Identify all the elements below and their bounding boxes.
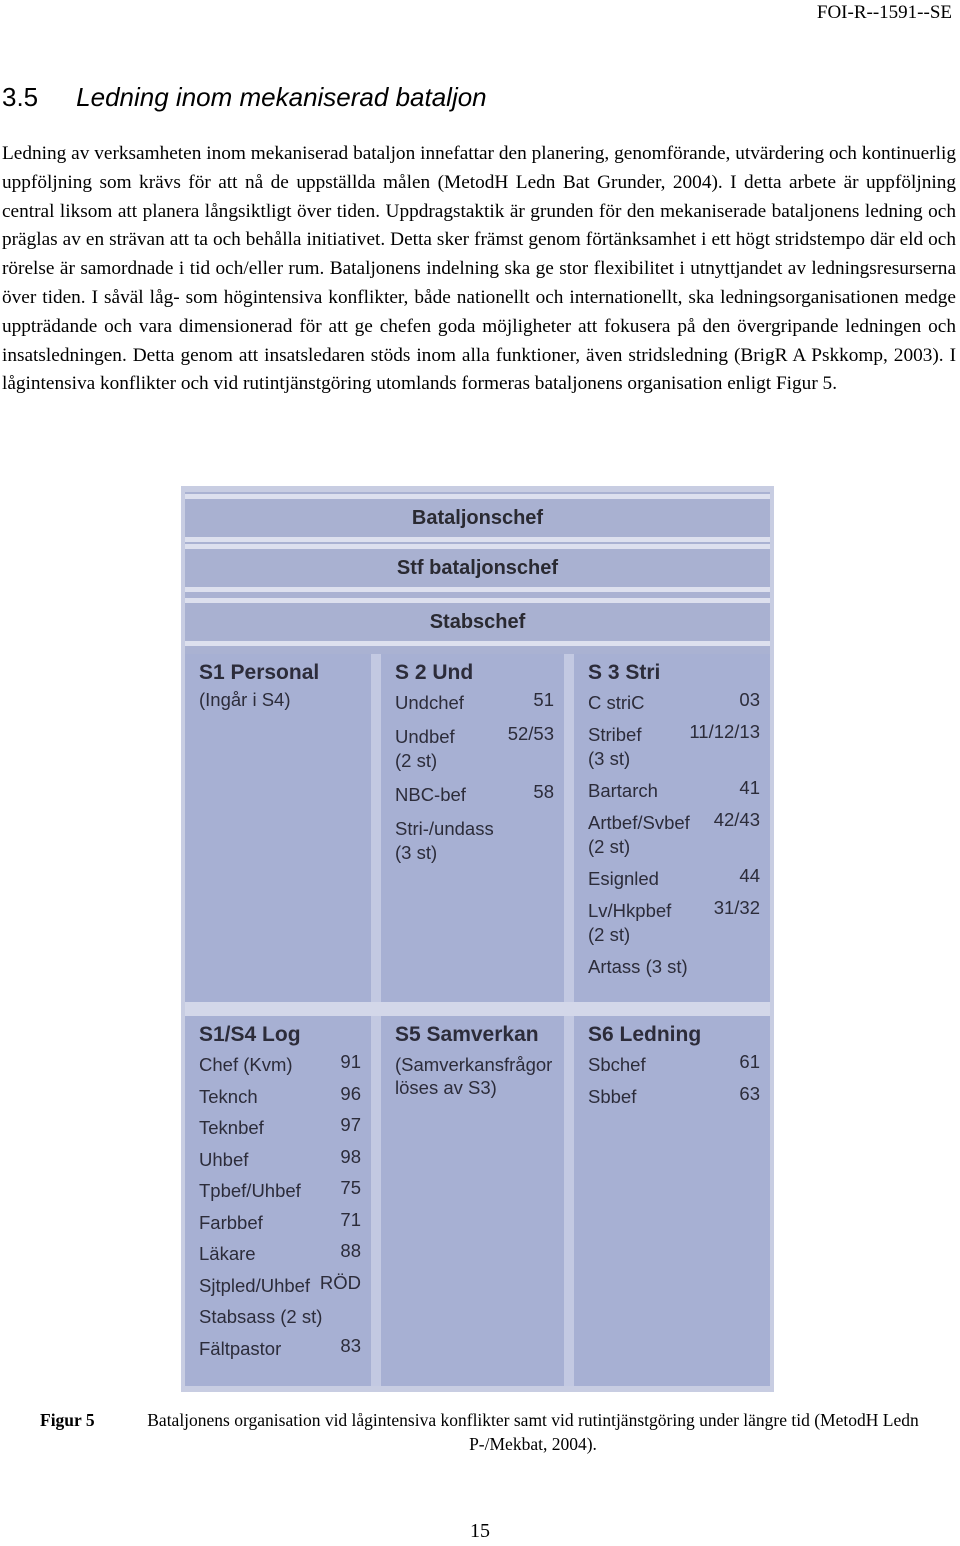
column-title: S1/S4 Log bbox=[199, 1023, 301, 1046]
column-title: S5 Samverkan bbox=[395, 1023, 539, 1046]
role-row bbox=[395, 725, 554, 773]
role-number: 52/53 bbox=[507, 723, 554, 745]
section-number: 3.5 bbox=[2, 82, 39, 112]
role-number: RÖD bbox=[319, 1271, 361, 1293]
role-number: 42/43 bbox=[713, 809, 760, 831]
caption-text: Bataljonens organisation vid lågintensiva konflikter samt vid rutintjänstgöring under längre tid (MetodH Ledn P-/Mekbat, 2004). bbox=[147, 1410, 919, 1454]
role-label: Undchef bbox=[395, 692, 464, 713]
column-s1-personal bbox=[185, 654, 371, 1002]
role-number: 75 bbox=[340, 1177, 361, 1199]
role-label: Chef (Kvm) bbox=[199, 1054, 293, 1075]
role-row bbox=[588, 1053, 760, 1077]
role-number: 96 bbox=[340, 1082, 361, 1104]
role-label: Lv/Hkpbef (2 st) bbox=[588, 900, 672, 946]
band-stf-bataljonschef: Stf bataljonschef bbox=[185, 544, 770, 592]
role-number: 11/12/13 bbox=[689, 721, 760, 743]
role-number: 88 bbox=[340, 1240, 361, 1262]
role-row bbox=[588, 723, 760, 771]
role-row bbox=[588, 779, 760, 803]
column-rows bbox=[199, 1053, 361, 1361]
column-note: (Samverkansfrågor löses av S3) bbox=[395, 1054, 553, 1099]
role-number: 63 bbox=[739, 1082, 760, 1104]
column-s6-ledning bbox=[574, 1016, 770, 1386]
role-row bbox=[395, 691, 554, 715]
role-label: Sbbef bbox=[588, 1085, 637, 1107]
role-number: 91 bbox=[340, 1051, 361, 1072]
role-label: Bartarch bbox=[588, 780, 658, 802]
role-number: 03 bbox=[739, 689, 760, 710]
column-title: S1 Personal bbox=[199, 661, 320, 684]
org-chart-figure bbox=[181, 486, 774, 1392]
role-label: Artass (3 st) bbox=[588, 956, 688, 978]
role-number: 44 bbox=[739, 865, 760, 887]
role-row bbox=[199, 1145, 361, 1172]
column-title: S6 Ledning bbox=[588, 1023, 702, 1046]
role-row bbox=[395, 817, 554, 865]
column-note: (Ingår i S4) bbox=[199, 689, 291, 710]
role-label: Undbef (2 st) bbox=[395, 726, 455, 772]
column-divider bbox=[371, 654, 381, 1002]
role-label: Esignled bbox=[588, 868, 659, 890]
role-row bbox=[199, 1053, 361, 1077]
role-number: 97 bbox=[340, 1114, 361, 1136]
role-label: Sjtpled/Uhbef bbox=[199, 1274, 311, 1296]
role-row bbox=[395, 783, 554, 807]
role-row bbox=[588, 899, 760, 947]
role-label: Stribef (3 st) bbox=[588, 724, 642, 770]
role-label: Stri-/undass (3 st) bbox=[395, 818, 494, 864]
role-label: Läkare bbox=[199, 1243, 256, 1265]
role-row bbox=[588, 955, 760, 979]
role-row bbox=[199, 1116, 361, 1140]
role-row bbox=[199, 1208, 361, 1235]
role-row bbox=[588, 691, 760, 715]
role-label: Sbchef bbox=[588, 1054, 646, 1075]
role-number: 58 bbox=[533, 781, 554, 803]
column-rows bbox=[395, 691, 554, 865]
role-label: Farbbef bbox=[199, 1211, 263, 1233]
column-s3-stri bbox=[574, 654, 770, 1002]
column-title: S 3 Stri bbox=[588, 661, 661, 684]
role-row bbox=[199, 1334, 361, 1361]
role-label: NBC-bef bbox=[395, 784, 466, 806]
page-number: 15 bbox=[470, 1520, 490, 1542]
caption-label: Figur 5 bbox=[40, 1410, 95, 1430]
role-row bbox=[199, 1242, 361, 1266]
column-rows bbox=[588, 691, 760, 979]
column-s5-samverkan bbox=[381, 1016, 564, 1386]
role-row bbox=[199, 1271, 361, 1298]
role-row bbox=[199, 1082, 361, 1109]
body-paragraph: Ledning av verksamheten inom mekaniserad bataljon innefattar den planering, genomförande, utvärdering och kontinuerlig uppföljning som krävs för att nå de uppställda målen (MetodH Ledn Bat Grunder, 2004). I detta arbete är uppföljning central liksom att planera långsiktligt över tiden. Uppdragstaktik är grunden för den mekaniserade bataljonens ledning och präglas av en strävan att ta och behålla initiativet. Detta sker främst genom förtänksamhet i ett högt stridstempo där eld och rörelse är samordnade i tid och/eller rum. Bataljonens indelning ska ge stor flexibilitet i utnyttjandet av ledningsresurserna över tiden. I såväl låg- som högintensiva konflikter, både nationellt och internationellt, ska ledningsorganisationen medge uppträdande och vara dimensionerad för att ge chefen goda möjligheter att fokusera på den övergripande ledningen och insatsledningen. Detta genom att insatsledaren stöds inom alla funktioner, även stridsledning (BrigR A Pskkomp, 2003). I lågintensiva konflikter och vid rutintjänstgöring utomlands formeras bataljonens organisation enligt Figur 5. bbox=[2, 143, 956, 395]
band-bataljonschef: Bataljonschef bbox=[185, 494, 770, 542]
report-id: FOI-R--1591--SE bbox=[816, 2, 952, 23]
role-number: 41 bbox=[739, 777, 760, 799]
role-number: 98 bbox=[340, 1145, 361, 1167]
role-label: Tpbef/Uhbef bbox=[199, 1180, 301, 1202]
role-label: Fältpastor bbox=[199, 1337, 282, 1359]
role-number: 61 bbox=[739, 1051, 760, 1072]
role-label: C striC bbox=[588, 692, 645, 713]
org-chart bbox=[185, 492, 770, 1386]
column-divider bbox=[371, 1016, 381, 1386]
role-label: Uhbef bbox=[199, 1148, 249, 1170]
role-row bbox=[588, 1082, 760, 1109]
role-row bbox=[199, 1179, 361, 1203]
role-row bbox=[588, 867, 760, 891]
role-number: 31/32 bbox=[713, 897, 760, 919]
column-s1-s4-log bbox=[185, 1016, 371, 1386]
column-s2-und bbox=[381, 654, 564, 1002]
section-title: Ledning inom mekaniserad bataljon bbox=[76, 82, 487, 112]
role-number: 51 bbox=[533, 689, 554, 710]
role-label: Stabsass (2 st) bbox=[199, 1306, 323, 1328]
role-number: 83 bbox=[340, 1334, 361, 1356]
section-heading bbox=[2, 82, 487, 113]
role-label: Artbef/Svbef (2 st) bbox=[588, 812, 690, 858]
role-number: 71 bbox=[340, 1208, 361, 1230]
column-title: S 2 Und bbox=[395, 661, 474, 684]
row-divider bbox=[185, 1002, 770, 1016]
role-row bbox=[588, 811, 760, 859]
role-label: Teknch bbox=[199, 1085, 258, 1107]
column-divider bbox=[564, 654, 574, 1002]
column-divider bbox=[564, 1016, 574, 1386]
column-rows bbox=[588, 1053, 760, 1109]
band-stabschef: Stabschef bbox=[185, 598, 770, 646]
role-label: Teknbef bbox=[199, 1117, 264, 1139]
role-row bbox=[199, 1305, 361, 1329]
